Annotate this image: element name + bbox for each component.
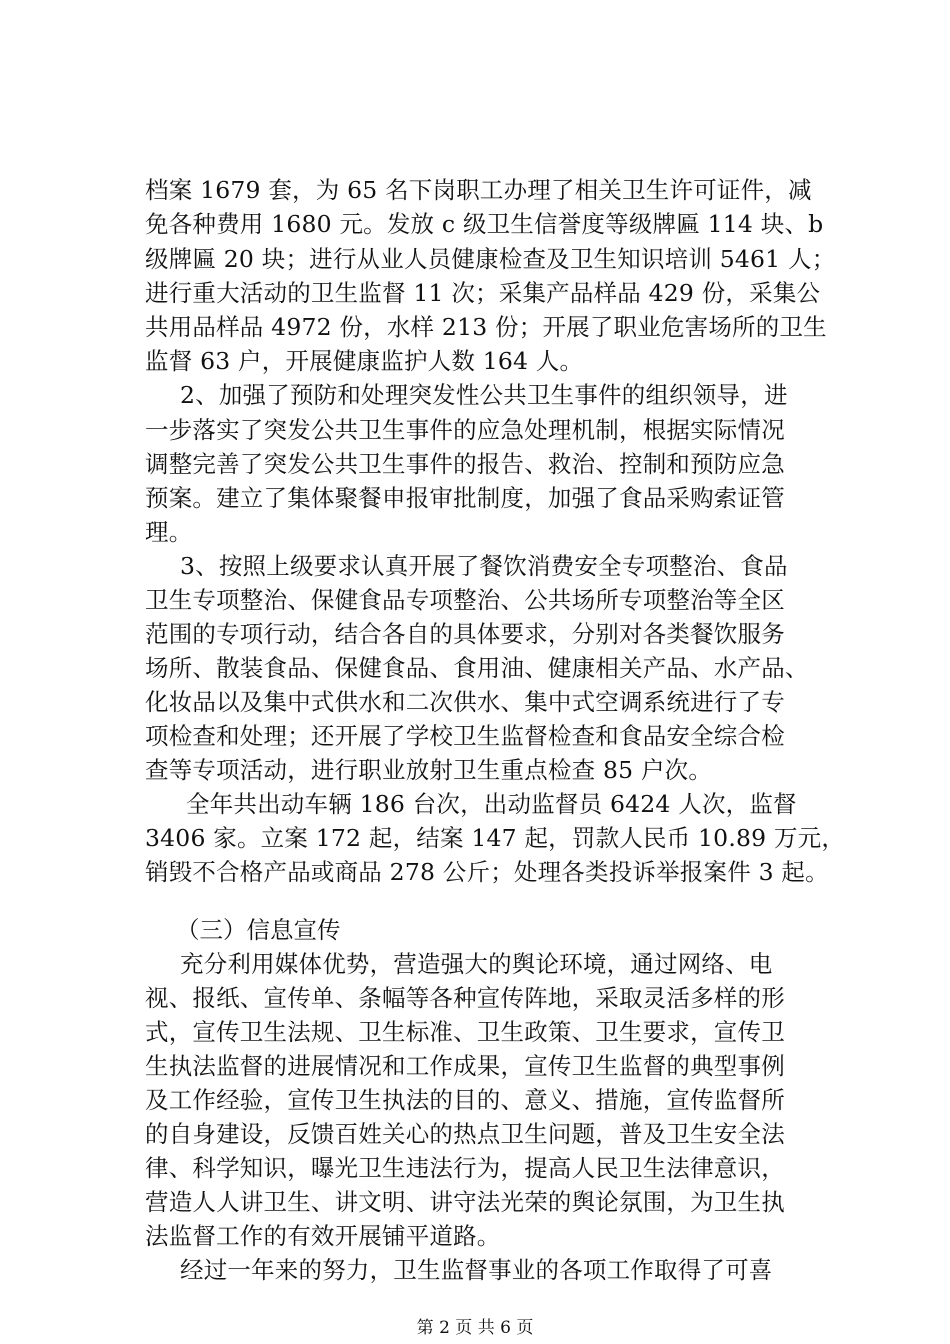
body-text-line: 进行重大活动的卫生监督 11 次；采集产品样品 429 份，采集公 — [145, 279, 821, 307]
body-text-line: 共用品样品 4972 份，水样 213 份；开展了职业危害场所的卫生 — [145, 313, 827, 341]
section-heading: （三）信息宣传 — [176, 916, 341, 944]
body-text-line: 查等专项活动，进行职业放射卫生重点检查 85 户次。 — [145, 756, 713, 784]
body-text-line: 调整完善了突发公共卫生事件的报告、救治、控制和预防应急 — [145, 450, 785, 478]
body-text-line: 档案 1679 套，为 65 名下岗职工办理了相关卫生许可证件，减 — [145, 176, 812, 204]
body-text-line: 的自身建设，反馈百姓关心的热点卫生问题，普及卫生安全法 — [145, 1120, 785, 1148]
body-text-line: 生执法监督的进展情况和工作成果，宣传卫生监督的典型事例 — [145, 1052, 785, 1080]
body-text-line: 3、按照上级要求认真开展了餐饮消费安全专项整治、食品 — [180, 552, 788, 580]
body-text-line: 卫生专项整治、保健食品专项整治、公共场所专项整治等全区 — [145, 586, 785, 614]
body-text-line: 一步落实了突发公共卫生事件的应急处理机制，根据实际情况 — [145, 416, 785, 444]
body-text-line: 式，宣传卫生法规、卫生标准、卫生政策、卫生要求，宣传卫 — [145, 1018, 785, 1046]
body-text-line: 及工作经验，宣传卫生执法的目的、意义、措施，宣传监督所 — [145, 1086, 785, 1114]
page-number-footer: 第 2 页 共 6 页 — [416, 1318, 534, 1338]
body-text-line: 2、加强了预防和处理突发性公共卫生事件的组织领导，进 — [180, 381, 788, 409]
body-text-line: 经过一年来的努力，卫生监督事业的各项工作取得了可喜 — [180, 1256, 773, 1284]
body-text-line: 化妆品以及集中式供水和二次供水、集中式空调系统进行了专 — [145, 688, 785, 716]
body-text-line: 理。 — [145, 518, 193, 546]
body-text-line: 律、科学知识，曝光卫生违法行为，提高人民卫生法律意识， — [145, 1154, 785, 1182]
body-text-line: 监督 63 户，开展健康监护人数 164 人。 — [145, 347, 584, 375]
body-text-line: 营造人人讲卫生、讲文明、讲守法光荣的舆论氛围，为卫生执 — [145, 1188, 785, 1216]
body-text-line: 法监督工作的有效开展铺平道路。 — [145, 1222, 501, 1250]
body-text-line: 级牌匾 20 块；进行从业人员健康检查及卫生知识培训 5461 人； — [145, 245, 836, 273]
body-text-line: 免各种费用 1680 元。发放 c 级卫生信誉度等级牌匾 114 块、b — [145, 210, 824, 238]
body-text-line: 预案。建立了集体聚餐申报审批制度，加强了食品采购索证管 — [145, 484, 785, 512]
body-text-line: 范围的专项行动，结合各自的具体要求，分别对各类餐饮服务 — [145, 620, 785, 648]
body-text-line: 项检查和处理；还开展了学校卫生监督检查和食品安全综合检 — [145, 722, 785, 750]
body-text-line: 充分利用媒体优势，营造强大的舆论环境，通过网络、电 — [180, 950, 773, 978]
body-text-line: 视、报纸、宣传单、条幅等各种宣传阵地，采取灵活多样的形 — [145, 984, 785, 1012]
body-text-line: 场所、散装食品、保健食品、食用油、健康相关产品、水产品、 — [145, 654, 809, 682]
body-text-line: 销毁不合格产品或商品 278 公斤；处理各类投诉举报案件 3 起。 — [145, 858, 829, 886]
body-text-line: 全年共出动车辆 186 台次，出动监督员 6424 人次，监督 — [186, 790, 797, 818]
body-text-line: 3406 家。立案 172 起，结案 147 起，罚款人民币 10.89 万元， — [145, 824, 846, 852]
